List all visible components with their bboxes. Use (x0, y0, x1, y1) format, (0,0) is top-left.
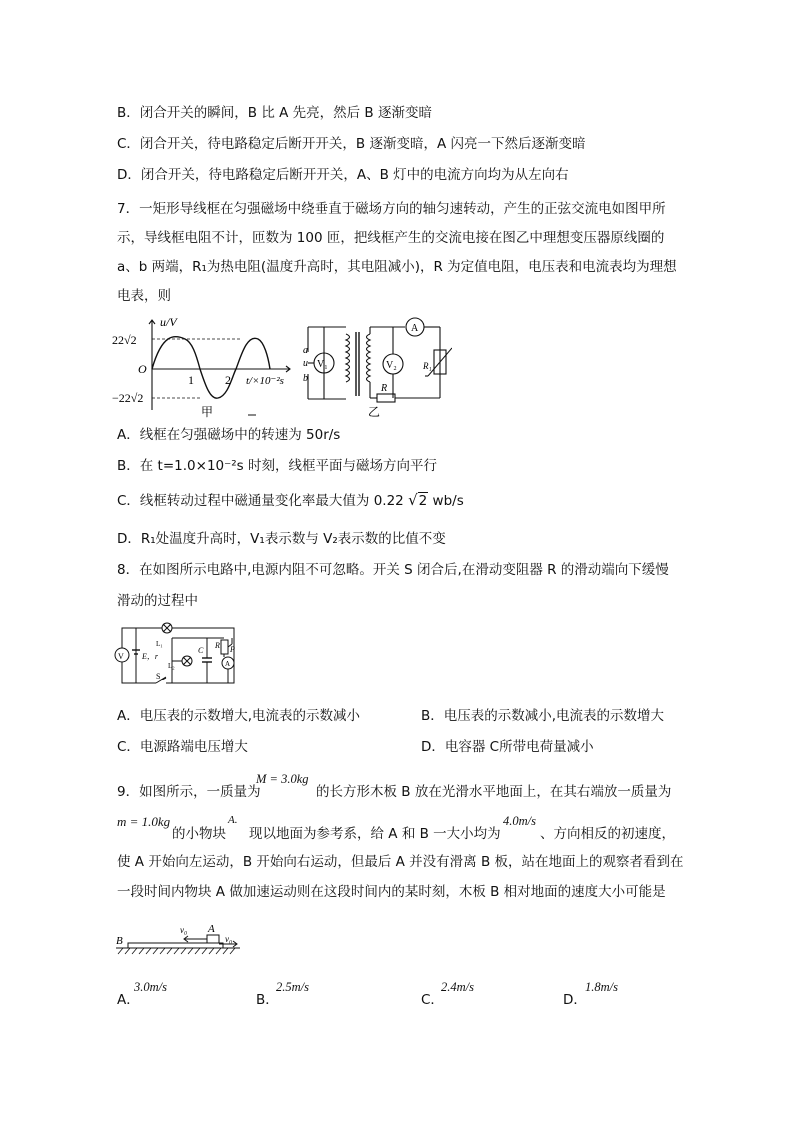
caption-jia: 甲 (201, 405, 214, 419)
q9-option-d-label: D． (563, 992, 587, 1008)
v1-label: V₁ (317, 359, 328, 370)
q7-option-c-unit: wb/s (432, 493, 464, 509)
q7-graph-jia (149, 320, 290, 410)
q7-option-c (117, 491, 464, 510)
q8-option-d: D．电容器 C所带电荷量减小 (421, 739, 594, 755)
q8-stem-line: 滑动的过程中 (117, 593, 198, 609)
q6-option-b: B．闭合开关的瞬间，B 比 A 先亮，然后 B 逐渐变暗 (117, 105, 432, 121)
q9-line1-start: 9．如图所示，一质量为 (117, 784, 261, 800)
primary-coil (346, 334, 350, 382)
ammeter-label: A (411, 323, 419, 334)
q9-line2-start: 的小物块 (172, 826, 226, 842)
q9-mass-M: M = 3.0kg (256, 772, 309, 786)
ground-hatch (118, 948, 235, 954)
lamp-l2-label: L₂ (168, 662, 175, 670)
slider-label: P (230, 645, 235, 654)
ammeter-label: A (225, 660, 231, 668)
rheostat-r (221, 640, 228, 654)
source-u-label: u (303, 358, 308, 369)
block-a (207, 935, 219, 943)
q9-line3: 使 A 开始向左运动，B 开始向右运动，但最后 A 并没有滑离 B 板，站在地面上的观察者看到在 (117, 854, 684, 870)
q8-option-c: C．电源路端电压增大 (117, 739, 248, 755)
q8-circuit (112, 618, 244, 690)
q9-line2-end: 、方向相反的初速度， (540, 826, 675, 842)
q9-speed: 4.0m/s (503, 814, 536, 828)
q9-block-A: A. (228, 814, 238, 826)
block-a-label: A (208, 923, 215, 935)
q9-option-c-label: C． (421, 992, 444, 1008)
q9-option-d-value: 1.8m/s (585, 980, 618, 994)
q7-circuit-yi (308, 318, 452, 402)
rheostat-label: R (215, 641, 220, 650)
q7-stem-line: 示，导线框电阻不计，匝数为 100 匝，把线框产生的交流电接在图乙中理想变压器原线圈的 (117, 230, 665, 246)
y-max-label: 22√2 (112, 333, 137, 347)
q8-stem-line: 8．在如图所示电路中,电源内阻不可忽略。开关 S 闭合后,在滑动变阻器 R 的滑动端向下缓慢 (117, 562, 669, 578)
resistor-r-label: R (381, 383, 388, 394)
q7-option-d: D．R₁处温度升高时，V₁表示数与 V₂表示数的比值不变 (117, 531, 446, 547)
q9-option-c-value: 2.4m/s (441, 980, 474, 994)
switch-label: S (156, 672, 161, 681)
q7-stem-line: a、b 两端，R₁为热电阻(温度升高时，其电阻减小)，R 为定值电阻，电压表和电流表均为理想 (117, 259, 677, 275)
thermistor-r1-label: R₁ (423, 361, 432, 371)
y-axis-label: u/V (160, 315, 177, 329)
q8-option-b: B．电压表的示数减小,电流表的示数增大 (421, 708, 665, 724)
q7-stem-line: 电表，则 (117, 288, 171, 304)
board-b (128, 943, 223, 948)
q7-figure (112, 312, 452, 420)
q9-line2-mid: 现以地面为参考系，给 A 和 B 一大小均为 (249, 826, 501, 842)
q9-mass-m: m = 1.0kg (117, 814, 171, 829)
q9-line1-end: 的长方形木板 B 放在光滑水平地面上，在其右端放一质量为 (316, 784, 672, 800)
q9-option-b-label: B． (256, 992, 279, 1008)
lamp-l1-label: L₁ (156, 640, 163, 648)
q7-option-b: B．在 t=1.0×10⁻²s 时刻，线框平面与磁场方向平行 (117, 458, 437, 474)
q6-option-c: C．闭合开关，待电路稳定后断开开关，B 逐渐变暗，A 闪亮一下然后逐渐变暗 (117, 136, 586, 152)
v0-right-label: v₀ (225, 934, 233, 944)
sqrt-symbol: √2 (408, 491, 428, 509)
q9-figure (112, 916, 246, 958)
circuit-frame (122, 628, 234, 683)
q9-option-a-value: 3.0m/s (134, 980, 167, 994)
q6-option-d: D．闭合开关，待电路稳定后断开开关，A、B 灯中的电流方向均为从左向右 (117, 167, 569, 183)
sine-curve (152, 337, 270, 399)
y-min-label: −22√2 (112, 391, 144, 405)
q7-option-a: A．线框在匀强磁场中的转速为 50r/s (117, 427, 341, 443)
q9-line4: 一段时间内物块 A 做加速运动则在这段时间内的某时刻，木板 B 相对地面的速度大小可能是 (117, 884, 666, 900)
q9-option-a-label: A． (117, 992, 140, 1008)
v2-label: V₂ (386, 360, 397, 371)
voltmeter-label: V (118, 652, 124, 661)
v0-left-label: v₀ (180, 925, 188, 935)
secondary-coil (367, 334, 371, 382)
sqrt-radicand: 2 (418, 493, 428, 509)
q8-option-a: A．电压表的示数增大,电流表的示数减小 (117, 708, 361, 724)
q7-stem-line: 7．一矩形导线框在匀强磁场中绕垂直于磁场方向的轴匀速转动，产生的正弦交流电如图甲所 (117, 201, 666, 217)
x-axis-label: t/×10⁻²s (246, 375, 284, 387)
q9-option-b-value: 2.5m/s (276, 980, 309, 994)
terminal-b-label: b (303, 373, 308, 384)
caption-yi: 乙 (368, 405, 381, 419)
source-label: E，r (142, 652, 158, 661)
origin-label: O (138, 362, 147, 376)
capacitor-label: C (198, 646, 204, 655)
q7-option-c-text: C．线框转动过程中磁通量变化率最大值为 0.22 (117, 493, 404, 509)
x-tick-1: 1 (188, 373, 194, 387)
board-b-label: B (116, 935, 123, 947)
resistor-r (377, 394, 395, 402)
x-tick-2: 2 (225, 373, 231, 387)
terminal-a-label: a (303, 345, 308, 356)
